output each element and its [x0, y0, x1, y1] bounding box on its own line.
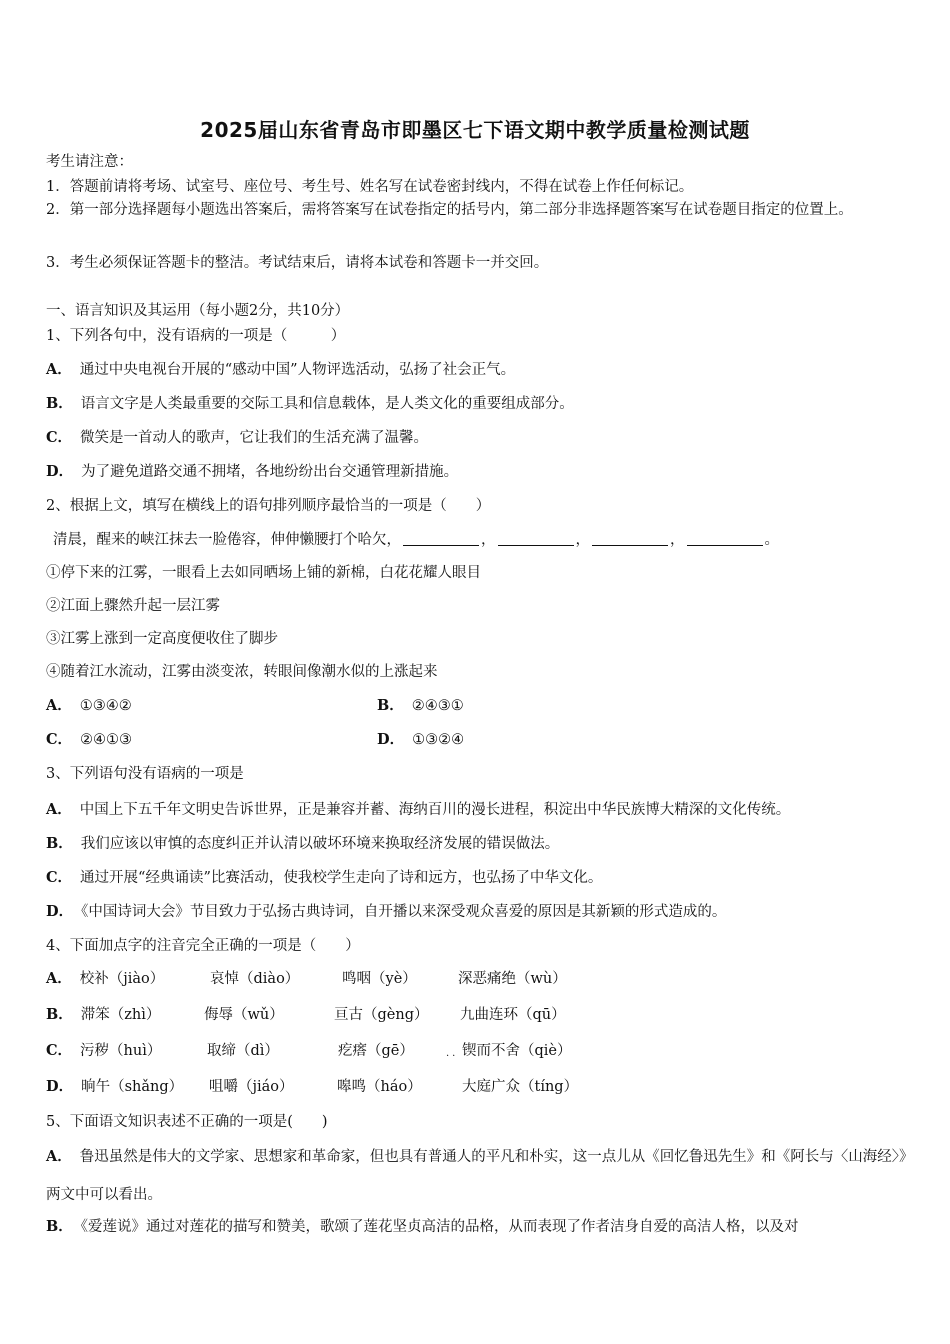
question-4-row-c: C． 污秽（huì） — [46, 1042, 162, 1059]
question-4-row-b: B． 滞笨（zhì） — [46, 1006, 161, 1023]
blank-2 — [498, 531, 574, 546]
blank-3 — [592, 531, 668, 546]
question-3-stem: 3、下列语句没有语病的一项是 — [46, 766, 244, 782]
question-4-row-d-item-4: 大庭广众（tíng） — [462, 1079, 579, 1095]
question-1-option-a: A． 通过中央电视台开展的“感动中国”人物评选活动，弘扬了社会正气。 — [46, 361, 516, 378]
question-4-row-d: D． 晌午（shǎng） — [46, 1078, 184, 1095]
question-4-row-a-item-3: 鸣咽（yè） — [342, 971, 417, 987]
question-4-row-d-item-3: 嗥鸣（háo） — [337, 1079, 422, 1095]
question-2-stem: 2、根据上文，填写在横线上的语句排列顺序最恰当的一项是（ ） — [46, 498, 491, 514]
question-2-option-c: C． ②④①③ — [46, 731, 133, 748]
question-3-option-c: C． 通过开展“经典诵读”比赛活动，使我校学生走向了诗和远方，也弘扬了中华文化。 — [46, 869, 603, 886]
question-2-sentence-3: ③江雾上涨到一定高度便收住了脚步 — [46, 631, 278, 647]
notice-item-2: 2．第一部分选择题每小题选出答案后，需将答案写在试卷指定的括号内，第二部分非选择题答案写在试卷题目指定的位置上。 — [46, 202, 853, 218]
question-5-option-b: B． 《爱莲说》通过对莲花的描写和赞美，歌颂了莲花坚贞高洁的品格，从而表现了作者洁身自爱的高洁人格，以及对 — [46, 1218, 799, 1235]
question-2-option-b: B． ②④③① — [377, 697, 464, 714]
question-2-passage: 清晨，醒来的峡江抹去一脸倦容，伸伸懒腰打个哈欠， ， ， ， 。 — [53, 532, 779, 548]
question-1-option-c: C． 微笑是一首动人的歌声，它让我们的生活充满了温馨。 — [46, 429, 429, 446]
question-1-stem: 1、下列各句中，没有语病的一项是（ ） — [46, 328, 346, 344]
blank-1 — [403, 531, 479, 546]
notice-item-3: 3．考生必须保证答题卡的整洁。考试结束后，请将本试卷和答题卡一并交回。 — [46, 255, 549, 271]
question-2-sentence-4: ④随着江水流动，江雾由淡变浓，转眼间像潮水似的上涨起来 — [46, 664, 438, 680]
question-4-row-c-item-3: 疙瘩（gē） — [338, 1043, 414, 1059]
question-4-row-c-item-4: 锲而不舍（qiè） — [462, 1043, 572, 1059]
question-4-row-b-item-3: 亘古（gèng） — [334, 1007, 429, 1023]
question-2-sentence-1: ①停下来的江雾，一眼看上去如同晒场上铺的新棉，白花花耀人眼目 — [46, 565, 481, 581]
section-heading: 一、语言知识及其运用（每小题2分，共10分） — [46, 303, 350, 319]
emphasis-dots: .. — [446, 1048, 459, 1059]
question-2-sentence-2: ②江面上骤然升起一层江雾 — [46, 598, 220, 614]
question-4-stem: 4、下面加点字的注音完全正确的一项是（ ） — [46, 938, 360, 954]
page-title: 2025届山东省青岛市即墨区七下语文期中教学质量检测试题 — [200, 118, 750, 142]
question-3-option-a: A． 中国上下五千年文明史告诉世界，正是兼容并蓄、海纳百川的漫长进程，积淀出中华民族博大精深的文化传统。 — [46, 801, 791, 818]
question-4-row-a-item-4: 深恶痛绝（wù） — [458, 971, 567, 987]
question-2-option-a: A． ①③④② — [46, 697, 132, 714]
question-1-option-d: D． 为了避免道路交通不拥堵，各地纷纷出台交通管理新措施。 — [46, 463, 459, 480]
question-4-row-a-item-2: 哀悼（diào） — [210, 971, 300, 987]
question-5-stem: 5、下面语文知识表述不正确的一项是( ) — [46, 1114, 328, 1130]
question-3-option-d: D． 《中国诗词大会》节目致力于弘扬古典诗词，自开播以来深受观众喜爱的原因是其新颖的形式造成的。 — [46, 903, 727, 920]
notice-header: 考生请注意： — [46, 154, 133, 170]
question-1-option-b: B． 语言文字是人类最重要的交际工具和信息载体，是人类文化的重要组成部分。 — [46, 395, 574, 412]
blank-4 — [687, 531, 763, 546]
question-4-row-c-item-2: 取缔（dì） — [207, 1043, 279, 1059]
question-5-option-a: A． 鲁迅虽然是伟大的文学家、思想家和革命家，但也具有普通人的平凡和朴实，这一点儿从《回忆鲁迅先生》和《阿长与〈山海经〉》两文中可以看出。 — [46, 1148, 907, 1203]
question-3-option-b: B． 我们应该以审慎的态度纠正并认清以破坏环境来换取经济发展的错误做法。 — [46, 835, 560, 852]
question-4-row-b-item-4: 九曲连环（qū） — [460, 1007, 566, 1023]
question-4-row-a: A． 校补（jiào） — [46, 970, 165, 987]
question-4-row-d-item-2: 咀嚼（jiáo） — [209, 1079, 294, 1095]
notice-item-1: 1．答题前请将考场、试室号、座位号、考生号、姓名写在试卷密封线内，不得在试卷上作任何标记。 — [46, 179, 694, 195]
question-4-row-b-item-2: 侮辱（wǔ） — [204, 1007, 284, 1023]
question-2-option-d: D． ①③②④ — [377, 731, 465, 748]
